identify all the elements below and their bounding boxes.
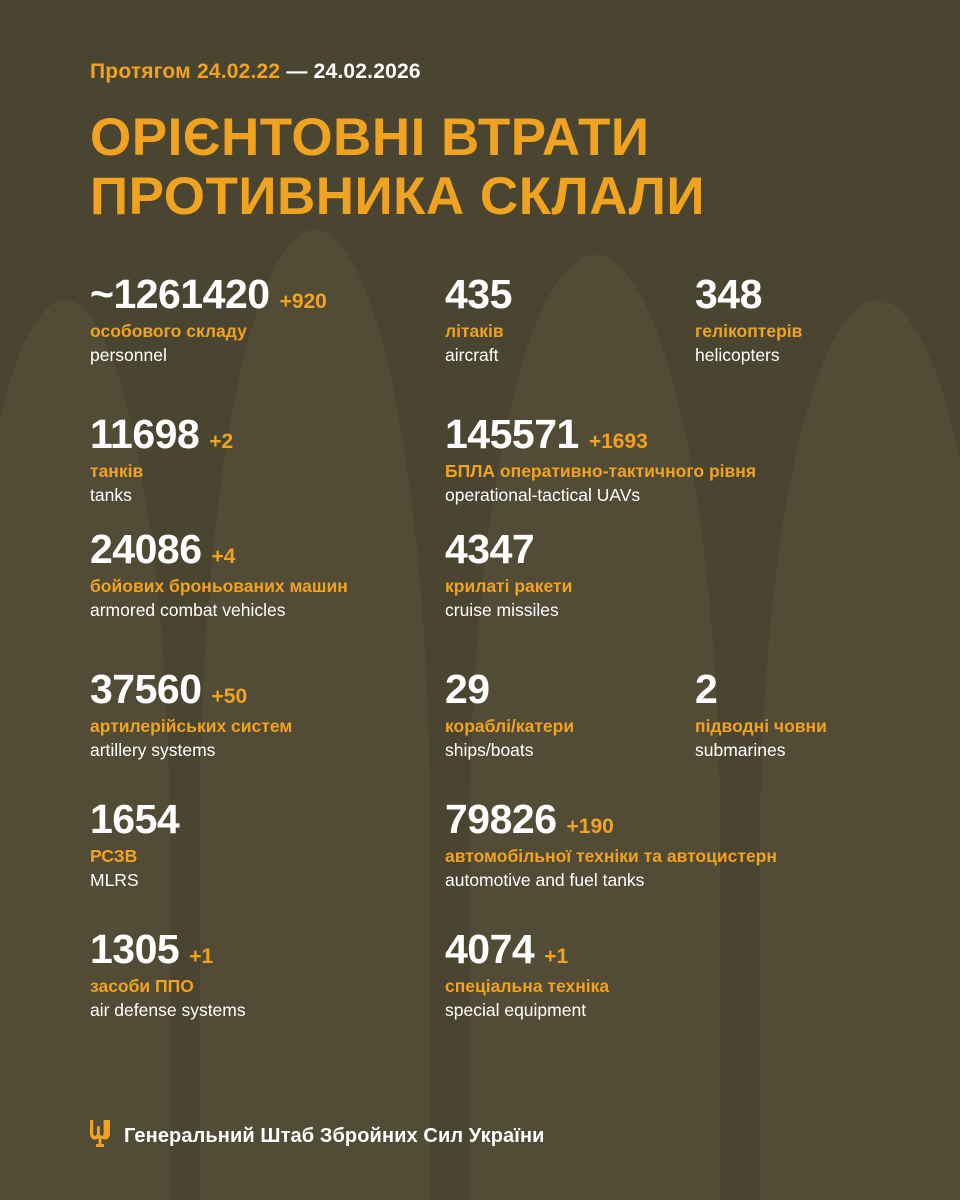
stat-label-en: cruise missiles	[445, 599, 559, 620]
stat-label-ua: автомобільної техніки та автоцистерн	[445, 845, 777, 866]
stat-delta: +1	[544, 944, 569, 968]
stat-value-row	[90, 410, 234, 457]
stat-value: 435	[445, 270, 512, 317]
stat-value: 145571	[445, 410, 579, 457]
stat-label-ua: засоби ППО	[90, 975, 194, 996]
stat-artillery-systems	[90, 665, 293, 762]
stat-label-en: aircraft	[445, 344, 499, 365]
stat-label-ua: особового складу	[90, 320, 247, 341]
stat-label-en: submarines	[695, 739, 786, 760]
stat-aircraft	[445, 270, 522, 367]
stat-value-row	[90, 665, 292, 712]
stat-label-en: air defense systems	[90, 999, 246, 1020]
stat-value-row	[90, 925, 246, 972]
stat-label-ua: спеціальна техніка	[445, 975, 610, 996]
stat-ships-boats	[445, 665, 575, 762]
stat-value: 24086	[90, 525, 202, 572]
footer	[90, 1120, 545, 1152]
stat-label-ua: танків	[90, 460, 144, 481]
page-title-line-2: ПРОТИВНИКА СКЛАЛИ	[90, 167, 705, 227]
stat-value-row	[695, 665, 827, 712]
stat-value-row	[90, 270, 327, 317]
stat-value: 4074	[445, 925, 535, 972]
stat-label-en: ships/boats	[445, 739, 534, 760]
stat-helicopters	[695, 270, 803, 367]
stat-label-en: special equipment	[445, 999, 587, 1020]
stat-tanks	[90, 410, 234, 507]
stat-label-ua: підводні човни	[695, 715, 827, 736]
stat-delta: +1	[189, 944, 214, 968]
stat-value-row	[445, 525, 572, 572]
page-title-line-1: ОРІЄНТОВНІ ВТРАТИ	[90, 108, 650, 167]
stat-value: 2	[695, 665, 718, 712]
stat-label-ua: БПЛА оперативно-тактичного рівня	[445, 460, 757, 481]
stat-label-ua: РСЗВ	[90, 845, 138, 866]
stat-value: 29	[445, 665, 490, 712]
stat-submarines	[695, 665, 827, 762]
stat-mlrs	[90, 795, 189, 892]
date-range-dash: —	[286, 60, 308, 83]
stat-label-en: tanks	[90, 484, 132, 505]
stat-label-en: MLRS	[90, 869, 139, 890]
stat-personnel	[90, 270, 327, 367]
date-range-to: 24.02.2026	[313, 60, 421, 83]
stat-label-ua: гелікоптерів	[695, 320, 803, 341]
stat-value-row	[90, 795, 189, 842]
stat-value-row	[445, 665, 574, 712]
stat-value: 4347	[445, 525, 535, 572]
stat-label-en: helicopters	[695, 344, 780, 365]
stat-armored-combat-vehicles	[90, 525, 348, 622]
stat-label-en: automotive and fuel tanks	[445, 869, 645, 890]
stat-label-en: operational-tactical UAVs	[445, 484, 641, 505]
date-range	[90, 60, 960, 84]
stat-delta: +1693	[588, 429, 648, 453]
stat-label-en: armored combat vehicles	[90, 599, 286, 620]
stat-value-row	[90, 525, 348, 572]
stat-value: 79826	[445, 795, 557, 842]
stat-value-row	[445, 270, 522, 317]
stat-delta: +4	[211, 544, 236, 568]
stat-value-row	[445, 925, 609, 972]
stat-value-row	[445, 795, 777, 842]
stat-operational-tactical-uavs	[445, 410, 757, 507]
stat-label-ua: артилерійських систем	[90, 715, 293, 736]
footer-text: Генеральний Штаб Збройних Сил України	[124, 1124, 545, 1147]
stat-label-ua: крилаті ракети	[445, 575, 573, 596]
stat-label-en: artillery systems	[90, 739, 216, 760]
stat-value: 348	[695, 270, 762, 317]
stat-label-ua: кораблі/катери	[445, 715, 575, 736]
stat-cruise-missiles	[445, 525, 573, 622]
stat-label-ua: літаків	[445, 320, 504, 341]
stat-delta: +190	[566, 814, 614, 838]
stat-automotive-and-fuel-tanks	[445, 795, 777, 892]
stat-value-row	[695, 270, 802, 317]
stat-air-defense-systems	[90, 925, 246, 1022]
stat-value: 37560	[90, 665, 202, 712]
stat-value: ~1261420	[90, 270, 270, 317]
stat-value-row	[445, 410, 756, 457]
stat-value: 1654	[90, 795, 180, 842]
stat-delta: +920	[279, 289, 327, 313]
stat-delta: +50	[211, 684, 248, 708]
date-range-from: Протягом 24.02.22	[90, 60, 281, 83]
stat-value: 1305	[90, 925, 180, 972]
stat-label-en: personnel	[90, 344, 167, 365]
stat-value: 11698	[90, 410, 200, 457]
page-title	[90, 108, 790, 227]
stat-label-ua: бойових броньованих машин	[90, 575, 348, 596]
trident-icon	[90, 1120, 110, 1152]
stat-delta: +2	[209, 429, 234, 453]
stat-special-equipment	[445, 925, 610, 1022]
